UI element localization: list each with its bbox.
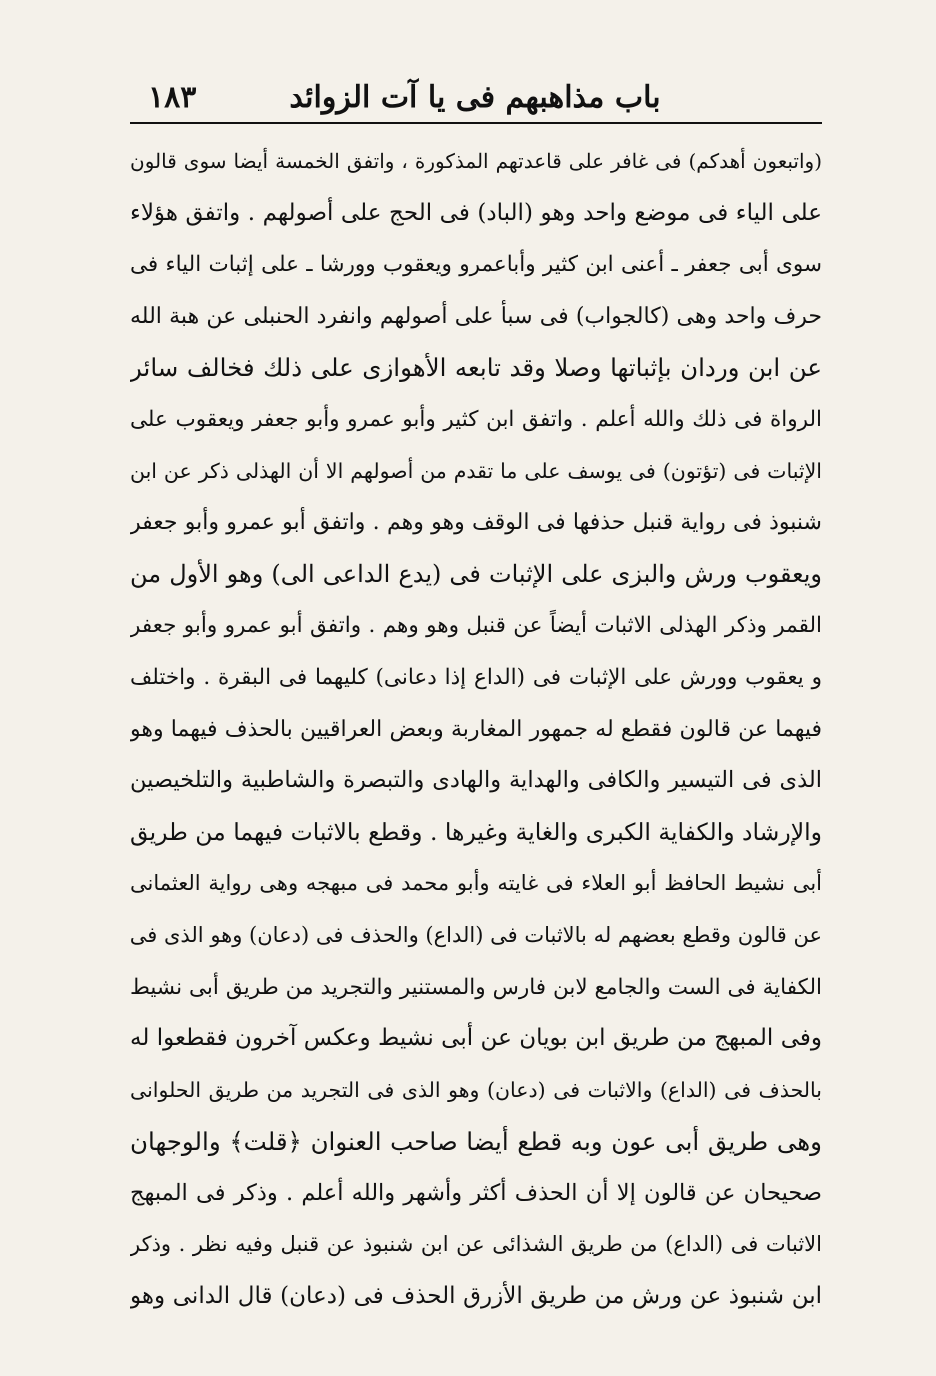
text-line: وفى المبهج من طريق ابن بويان عن أبى نشيط وعكس آخرون فقطعوا له bbox=[130, 1025, 822, 1052]
text-line: وهى طريق أبى عون وبه قطع أيضا صاحب العنوان ﴿قلت﴾ والوجهان bbox=[130, 1127, 822, 1157]
header-rule bbox=[130, 122, 822, 124]
text-line: حرف واحد وهى (كالجواب) فى سبأ على أصولهم وانفرد الحنبلى عن هبة الله bbox=[130, 303, 822, 329]
text-line: على الياء فى موضع واحد وهو (الباد) فى الحج على أصولهم . واتفق هؤلاء bbox=[130, 199, 822, 226]
text-line: فيهما عن قالون فقطع له جمهور المغاربة وبعض العراقيين بالحذف فيهما وهو bbox=[130, 716, 822, 742]
body-text bbox=[130, 136, 822, 1323]
text-line: صحيحان عن قالون إلا أن الحذف أكثر وأشهر والله أعلم . وذكر فى المبهج bbox=[130, 1179, 822, 1206]
running-title: باب مذاهبهم فى يا آت الزوائد bbox=[289, 80, 661, 115]
text-line: القمر وذكر الهذلى الاثبات أيضاً عن قنبل وهو وهم . واتفق أبو عمرو وأبو جعفر bbox=[130, 613, 822, 639]
text-line: ابن شنبوذ عن ورش من طريق الأزرق الحذف فى (دعان) قال الدانى وهو bbox=[130, 1283, 822, 1310]
page-number: ١٨٣ bbox=[148, 80, 197, 115]
text-line: و يعقوب وورش على الإثبات فى (الداع إذا دعانى) كليهما فى البقرة . واختلف bbox=[130, 664, 822, 690]
text-line: ويعقوب ورش والبزى على الإثبات فى (يدع الداعى الى) وهو الأول من bbox=[130, 559, 822, 588]
text-line: عن قالون وقطع بعضهم له بالاثبات فى (الداع) والحذف فى (دعان) وهو الذى فى bbox=[130, 922, 822, 947]
text-line: أبى نشيط الحافظ أبو العلاء فى غايته وأبو محمد فى مبهجه وهى رواية العثمانى bbox=[130, 871, 822, 896]
text-line: عن ابن وردان بإثباتها وصلا وقد تابعه الأهوازى على ذلك فخالف سائر bbox=[130, 353, 822, 383]
text-line: الذى فى التيسير والكافى والهداية والهادى والتبصرة والشاطبية والتلخيصين bbox=[130, 767, 822, 794]
text-line: الكفاية فى الست والجامع لابن فارس والمستنير والتجريد من طريق أبى نشيط bbox=[130, 974, 822, 1000]
text-line: بالحذف فى (الداع) والاثبات فى (دعان) وهو الذى فى التجريد من طريق الحلوانى bbox=[130, 1077, 822, 1102]
text-line: الاثبات فى (الداع) من طريق الشذائى عن ابن شنبوذ عن قنبل وفيه نظر . وذكر bbox=[130, 1232, 822, 1257]
text-line: الرواة فى ذلك والله أعلم . واتفق ابن كثير وأبو عمرو وأبو جعفر ويعقوب على bbox=[130, 406, 822, 432]
text-line: والإرشاد والكفاية الكبرى والغاية وغيرها . وقطع بالاثبات فيهما من طريق bbox=[130, 817, 822, 846]
text-line: (واتبعون أهدكم) فى غافر على قاعدتهم المذكورة ، واتفق الخمسة أيضا سوى قالون bbox=[130, 149, 822, 173]
text-line: الإثبات فى (تؤتون) فى يوسف على ما تقدم من أصولهم الا أن الهذلى ذكر عن ابن bbox=[130, 458, 822, 483]
page-header bbox=[130, 72, 820, 122]
text-line: سوى أبى جعفر ـ أعنى ابن كثير وأباعمرو ويعقوب وورشا ـ على إثبات الياء فى bbox=[130, 252, 822, 278]
text-line: شنبوذ فى رواية قنبل حذفها فى الوقف وهو وهم . واتفق أبو عمرو وأبو جعفر bbox=[130, 510, 822, 536]
